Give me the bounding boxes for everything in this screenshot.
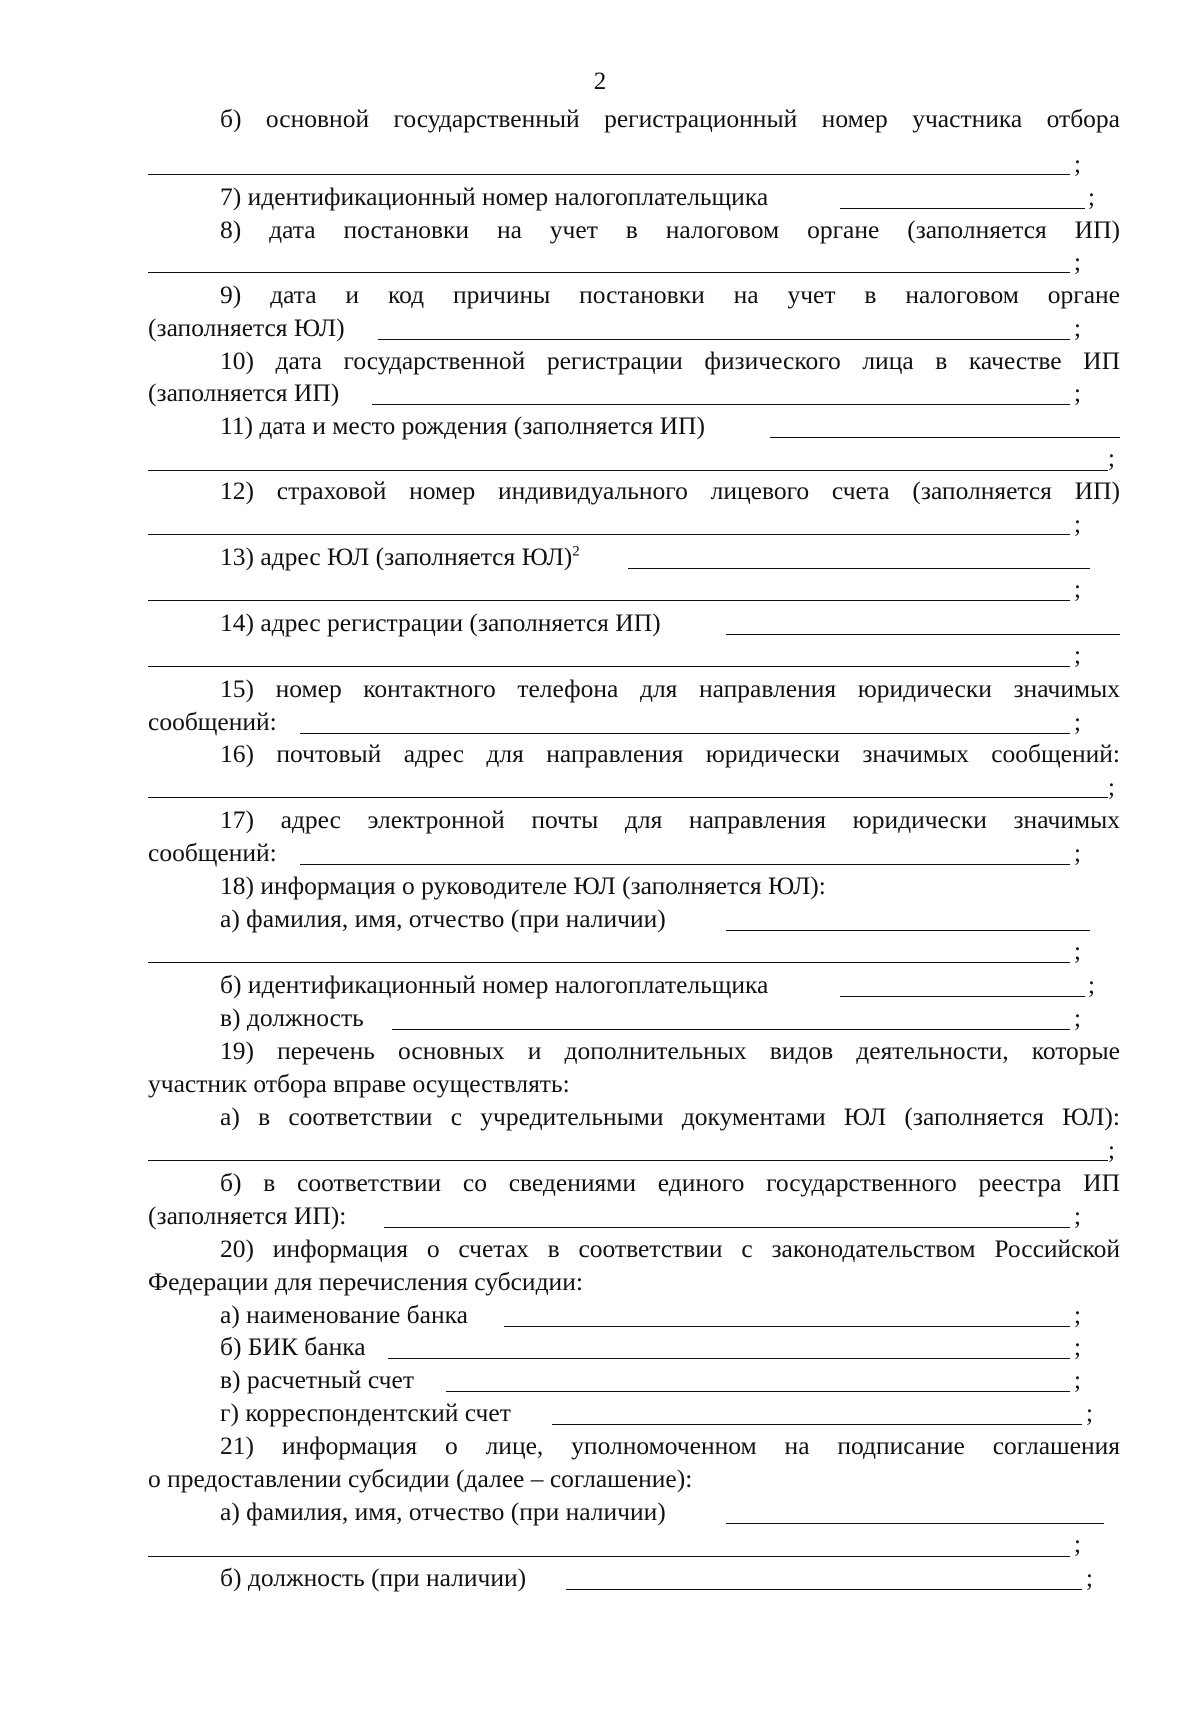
item-17-field[interactable] [300,864,1070,865]
item-9-text: 9) дата и код причины постановки на учет в налоговом органе [220,280,1120,309]
semicolon: ; [1074,1302,1081,1329]
semicolon: ; [1074,511,1081,538]
item-9-label: (заполняется ЮЛ) [148,313,345,342]
semicolon: ; [1108,774,1115,801]
item-20-continuation: Федерации для перечисления субсидии: [148,1267,583,1296]
item-21b-field[interactable] [566,1589,1082,1590]
item-21-continuation: о предоставлении субсидии (далее – соглашение): [148,1464,693,1493]
item-21b-label: б) должность (при наличии) [220,1563,527,1592]
semicolon: ; [1074,249,1081,276]
semicolon: ; [1074,709,1081,736]
semicolon: ; [1086,1400,1093,1427]
item-14-label: 14) адрес регистрации (заполняется ИП) [220,608,661,637]
item-18b-field[interactable] [840,996,1085,997]
item-9-field[interactable] [378,339,1070,340]
item-18a-field-line2[interactable] [148,962,1070,963]
item-12-field[interactable] [148,534,1070,535]
item-19-text: 19) перечень основных и дополнительных видов деятельности, которые [220,1036,1120,1065]
item-20a-field[interactable] [504,1326,1070,1327]
semicolon: ; [1074,1367,1081,1394]
semicolon: ; [1088,972,1095,999]
item-18c-field[interactable] [392,1029,1070,1030]
footnote-marker: 2 [572,543,580,560]
item-18-label: 18) информация о руководителе ЮЛ (заполняется ЮЛ): [220,871,826,900]
item-7-field[interactable] [840,208,1085,209]
item-14-field-line1[interactable] [726,634,1120,635]
semicolon: ; [1074,1005,1081,1032]
item-10-label: (заполняется ИП) [148,378,340,407]
item-15-field[interactable] [300,733,1070,734]
item-16-text: 16) почтовый адрес для направления юридически значимых сообщений: [220,739,1120,768]
item-18b-label: б) идентификационный номер налогоплательщика [220,970,769,999]
item-17-text: 17) адрес электронной почты для направления юридически значимых [220,805,1120,834]
semicolon: ; [1074,1334,1081,1361]
item-19b-label: (заполняется ИП): [148,1201,347,1230]
item-19a-field[interactable] [148,1160,1108,1161]
item-7-label: 7) идентификационный номер налогоплательщика [220,182,769,211]
item-12-text: 12) страховой номер индивидуального лицевого счета (заполняется ИП) [220,476,1120,505]
item-15-text: 15) номер контактного телефона для направления юридически значимых [220,674,1120,703]
item-20a-label: а) наименование банка [220,1300,468,1329]
item-19a-text: а) в соответствии с учредительными документами ЮЛ (заполняется ЮЛ): [220,1102,1120,1131]
item-11-field-line1[interactable] [770,437,1120,438]
item-15-label: сообщений: [148,707,277,736]
item-20d-label: г) корреспондентский счет [220,1398,511,1427]
item-18a-label: а) фамилия, имя, отчество (при наличии) [220,904,666,933]
semicolon: ; [1074,576,1081,603]
item-10-text: 10) дата государственной регистрации физического лица в качестве ИП [220,346,1120,375]
semicolon: ; [1108,1137,1115,1164]
item-13-label: 13) адрес ЮЛ (заполняется ЮЛ)$^2$ [220,542,580,571]
item-6-field[interactable] [148,174,1070,175]
item-20c-field[interactable] [446,1391,1070,1392]
item-8-text: 8) дата постановки на учет в налоговом органе (заполняется ИП) [220,215,1120,244]
item-21-text: 21) информация о лице, уполномоченном на подписание соглашения [220,1431,1120,1460]
item-11-label: 11) дата и место рождения (заполняется ИП) [220,411,705,440]
item-11-field-line2[interactable] [148,470,1108,471]
item-8-field[interactable] [148,272,1070,273]
semicolon: ; [1108,445,1115,472]
semicolon: ; [1074,151,1081,178]
semicolon: ; [1088,184,1095,211]
semicolon: ; [1074,315,1081,342]
item-18a-field-line1[interactable] [726,930,1090,931]
item-6-text: б) основной государственный регистрационный номер участника отбора [220,104,1120,133]
semicolon: ; [1074,1203,1081,1230]
item-20d-field[interactable] [552,1424,1082,1425]
semicolon: ; [1074,1531,1081,1558]
item-19b-field[interactable] [384,1227,1070,1228]
item-13-field-line1[interactable] [628,568,1090,569]
semicolon: ; [1074,840,1081,867]
item-21a-field-line2[interactable] [148,1556,1070,1557]
semicolon: ; [1074,380,1081,407]
item-14-field-line2[interactable] [148,666,1070,667]
semicolon: ; [1074,938,1081,965]
item-10-field[interactable] [372,404,1070,405]
item-19b-text: б) в соответствии со сведениями единого государственного реестра ИП [220,1168,1120,1197]
item-18c-label: в) должность [220,1003,364,1032]
item-20c-label: в) расчетный счет [220,1365,414,1394]
item-17-label: сообщений: [148,838,277,867]
item-16-field[interactable] [148,797,1108,798]
item-20b-label: б) БИК банка [220,1332,366,1361]
item-20b-field[interactable] [388,1358,1070,1359]
item-21a-field-line1[interactable] [726,1523,1104,1524]
semicolon: ; [1086,1565,1093,1592]
item-20-text: 20) информация о счетах в соответствии с законодательством Российской [220,1234,1120,1263]
semicolon: ; [1074,642,1081,669]
page-number: 2 [593,68,607,95]
item-13-field-line2[interactable] [148,600,1070,601]
item-21a-label: а) фамилия, имя, отчество (при наличии) [220,1497,666,1526]
item-19-continuation: участник отбора вправе осуществлять: [148,1069,570,1098]
